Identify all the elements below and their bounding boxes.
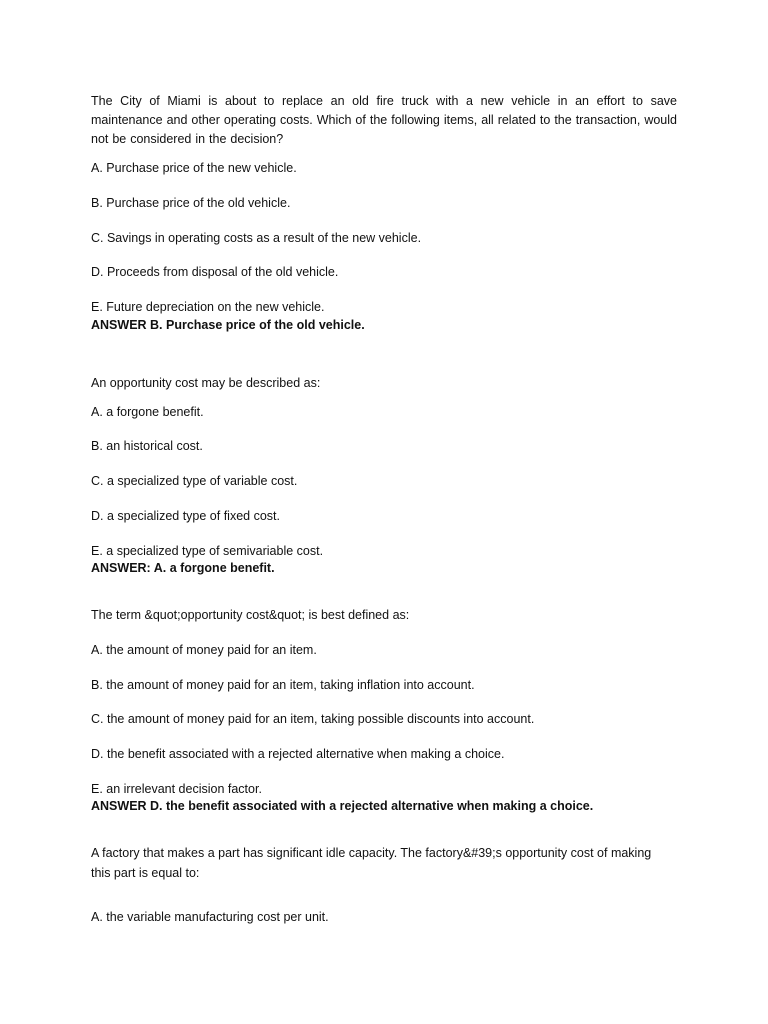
question-3-option-c: C. the amount of money paid for an item, taking possible discounts into account. (91, 712, 535, 726)
question-2-option-a: A. a forgone benefit. (91, 405, 204, 419)
question-4-prompt-line-2: this part is equal to: (91, 866, 200, 880)
question-4-option-a: A. the variable manufacturing cost per unit. (91, 910, 329, 924)
question-1-option-a: A. Purchase price of the new vehicle. (91, 161, 297, 175)
question-2-option-e: E. a specialized type of semivariable cost. (91, 544, 324, 558)
question-3-option-a: A. the amount of money paid for an item. (91, 643, 317, 657)
question-2-option-b: B. an historical cost. (91, 439, 203, 453)
question-3-option-b: B. the amount of money paid for an item, taking inflation into account. (91, 678, 475, 692)
question-2-option-c: C. a specialized type of variable cost. (91, 474, 298, 488)
question-4-prompt-line-1: A factory that makes a part has significant idle capacity. The factory&#39;s opportunity cost of making (91, 846, 652, 860)
question-3-prompt: The term &quot;opportunity cost&quot; is best defined as: (91, 608, 410, 622)
question-1-option-e: E. Future depreciation on the new vehicle. (91, 300, 325, 314)
question-1-option-b: B. Purchase price of the old vehicle. (91, 196, 291, 210)
question-3-option-d: D. the benefit associated with a rejected alternative when making a choice. (91, 747, 505, 761)
question-1-option-d: D. Proceeds from disposal of the old vehicle. (91, 265, 339, 279)
question-2-prompt: An opportunity cost may be described as: (91, 376, 321, 390)
question-2-answer: ANSWER: A. a forgone benefit. (91, 561, 275, 575)
question-1-prompt: The City of Miami is about to replace an old fire truck with a new vehicle in an effort to save maintenance and other operating costs. Which of the following items, all related to the transaction, would not be considered in the decision? (91, 94, 677, 146)
question-2-option-d: D. a specialized type of fixed cost. (91, 509, 280, 523)
question-3-option-e: E. an irrelevant decision factor. (91, 782, 262, 796)
question-3-answer: ANSWER D. the benefit associated with a rejected alternative when making a choice. (91, 799, 594, 813)
question-1-answer: ANSWER B. Purchase price of the old vehicle. (91, 318, 365, 332)
question-1-option-c: C. Savings in operating costs as a result of the new vehicle. (91, 231, 422, 245)
